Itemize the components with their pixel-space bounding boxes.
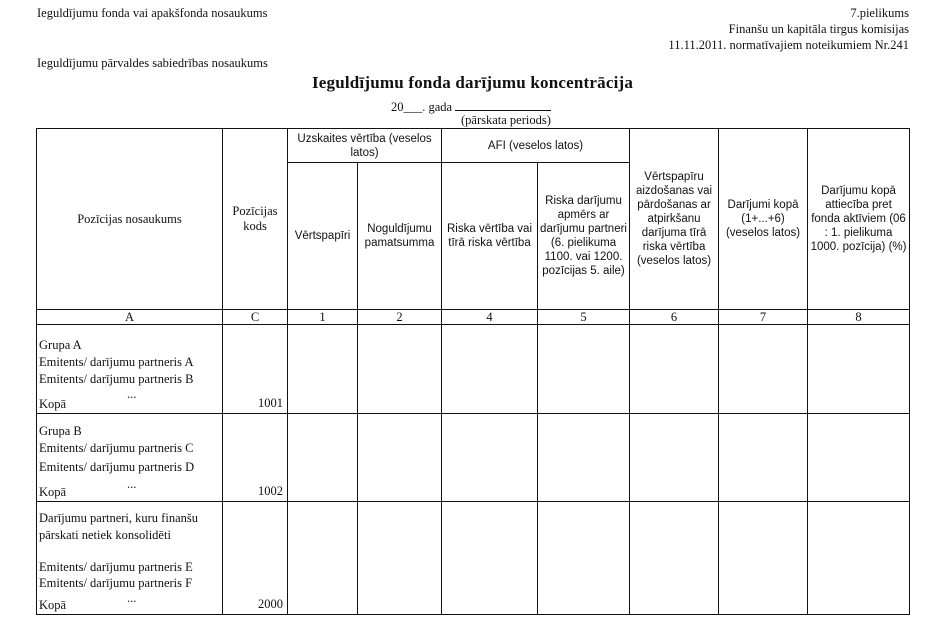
value-cell[interactable] bbox=[719, 325, 808, 414]
annex-label: 7.pielikums bbox=[850, 6, 909, 20]
partner-line: Emitents/ darījumu partneris D bbox=[39, 460, 195, 474]
total-label: Kopā bbox=[39, 598, 67, 612]
group-title: Darījumu partneri, kuru finanšu bbox=[39, 511, 198, 525]
partner-line: Emitents/ darījumu partneris E bbox=[39, 560, 193, 574]
ellipsis: ... bbox=[127, 591, 137, 605]
header-afi: AFI (veselos latos) bbox=[442, 129, 630, 163]
value-cell[interactable] bbox=[538, 325, 630, 414]
value-cell[interactable] bbox=[538, 502, 630, 615]
value-cell[interactable] bbox=[630, 325, 719, 414]
column-number: 8 bbox=[808, 310, 910, 325]
column-number: 7 bbox=[719, 310, 808, 325]
unconsolidated-cell bbox=[37, 502, 223, 615]
value-cell[interactable] bbox=[358, 502, 442, 615]
value-cell[interactable] bbox=[630, 502, 719, 615]
column-number: A bbox=[37, 310, 223, 325]
column-number-row bbox=[37, 310, 910, 325]
fund-name-label: Ieguldījumu fonda vai apakšfonda nosaukums bbox=[37, 6, 268, 20]
ellipsis: ... bbox=[127, 386, 137, 401]
period-caption: (pārskata periods) bbox=[461, 113, 551, 127]
partner-line: Emitents/ darījumu partneris A bbox=[39, 354, 194, 369]
value-cell[interactable] bbox=[808, 325, 910, 414]
header-securities: Vērtspapīri bbox=[288, 163, 358, 310]
column-number: 5 bbox=[538, 310, 630, 325]
column-number: 2 bbox=[358, 310, 442, 325]
position-code: 1001 bbox=[223, 325, 288, 414]
value-cell[interactable] bbox=[808, 414, 910, 502]
partner-line: Emitents/ darījumu partneris F bbox=[39, 576, 193, 590]
value-cell[interactable] bbox=[630, 414, 719, 502]
value-cell[interactable] bbox=[442, 502, 538, 615]
partner-line: Emitents/ darījumu partneris C bbox=[39, 441, 194, 455]
unconsolidated-row bbox=[37, 502, 910, 615]
header-position-name: Pozīcijas nosaukums bbox=[37, 129, 223, 310]
group-b-row bbox=[37, 414, 910, 502]
period-blank-line bbox=[455, 98, 551, 111]
value-cell[interactable] bbox=[538, 414, 630, 502]
group-title: Grupa A bbox=[39, 337, 82, 352]
header-risk-value: Riska vērtība vai tīrā riska vērtība bbox=[442, 163, 538, 310]
value-cell[interactable] bbox=[358, 325, 442, 414]
commission-label: Finanšu un kapitāla tirgus komisijas bbox=[728, 22, 909, 36]
header-risk-amount: Riska darījumu apmērs ar darījumu partneri (6. pielikuma 1100. vai 1200. pozīcijas 5. aile) bbox=[538, 163, 630, 310]
period-year-suffix: . gada bbox=[422, 100, 453, 114]
value-cell[interactable] bbox=[288, 502, 358, 615]
header-lending: Vērtspapīru aizdošanas vai pārdošanas ar atpirkšanu darījuma tīrā riska vērtība (veselos latos) bbox=[630, 129, 719, 310]
company-name-label: Ieguldījumu pārvaldes sabiedrības nosaukums bbox=[37, 56, 268, 70]
total-label: Kopā bbox=[39, 485, 67, 499]
value-cell[interactable] bbox=[288, 414, 358, 502]
value-cell[interactable] bbox=[719, 414, 808, 502]
header-book-value: Uzskaites vērtība (veselos latos) bbox=[288, 129, 442, 163]
value-cell[interactable] bbox=[288, 325, 358, 414]
partner-line: Emitents/ darījumu partneris B bbox=[39, 371, 194, 386]
period-year-prefix: 20 bbox=[391, 100, 404, 114]
page-title: Ieguldījumu fonda darījumu koncentrācija bbox=[311, 73, 634, 92]
header-ratio: Darījumu kopā attiecība pret fonda aktīviem (06 : 1. pielikuma 1000. pozīcija) (%) bbox=[808, 129, 910, 310]
group-a-cell bbox=[37, 325, 223, 414]
position-code: 2000 bbox=[223, 502, 288, 615]
header-deposit-principal: Noguldījumu pamatsumma bbox=[358, 163, 442, 310]
total-label: Kopā bbox=[39, 397, 67, 411]
value-cell[interactable] bbox=[808, 502, 910, 615]
group-b-cell bbox=[37, 414, 223, 502]
value-cell[interactable] bbox=[719, 502, 808, 615]
concentration-table bbox=[36, 128, 910, 615]
group-a-row bbox=[37, 325, 910, 414]
value-cell[interactable] bbox=[442, 414, 538, 502]
regulation-label: 11.11.2011. normatīvajiem noteikumiem Nr.241 bbox=[668, 38, 909, 52]
column-number: 4 bbox=[442, 310, 538, 325]
header-total: Darījumi kopā (1+...+6) (veselos latos) bbox=[719, 129, 808, 310]
header-position-code: Pozīcijas kods bbox=[223, 129, 288, 310]
column-number: 6 bbox=[630, 310, 719, 325]
position-code: 1002 bbox=[223, 414, 288, 502]
group-title: pārskati netiek konsolidēti bbox=[39, 528, 171, 542]
value-cell[interactable] bbox=[358, 414, 442, 502]
column-number: C bbox=[223, 310, 288, 325]
value-cell[interactable] bbox=[442, 325, 538, 414]
period-year-blank: ___ bbox=[403, 100, 423, 114]
column-number: 1 bbox=[288, 310, 358, 325]
group-title: Grupa B bbox=[39, 424, 82, 438]
ellipsis: ... bbox=[127, 477, 137, 491]
